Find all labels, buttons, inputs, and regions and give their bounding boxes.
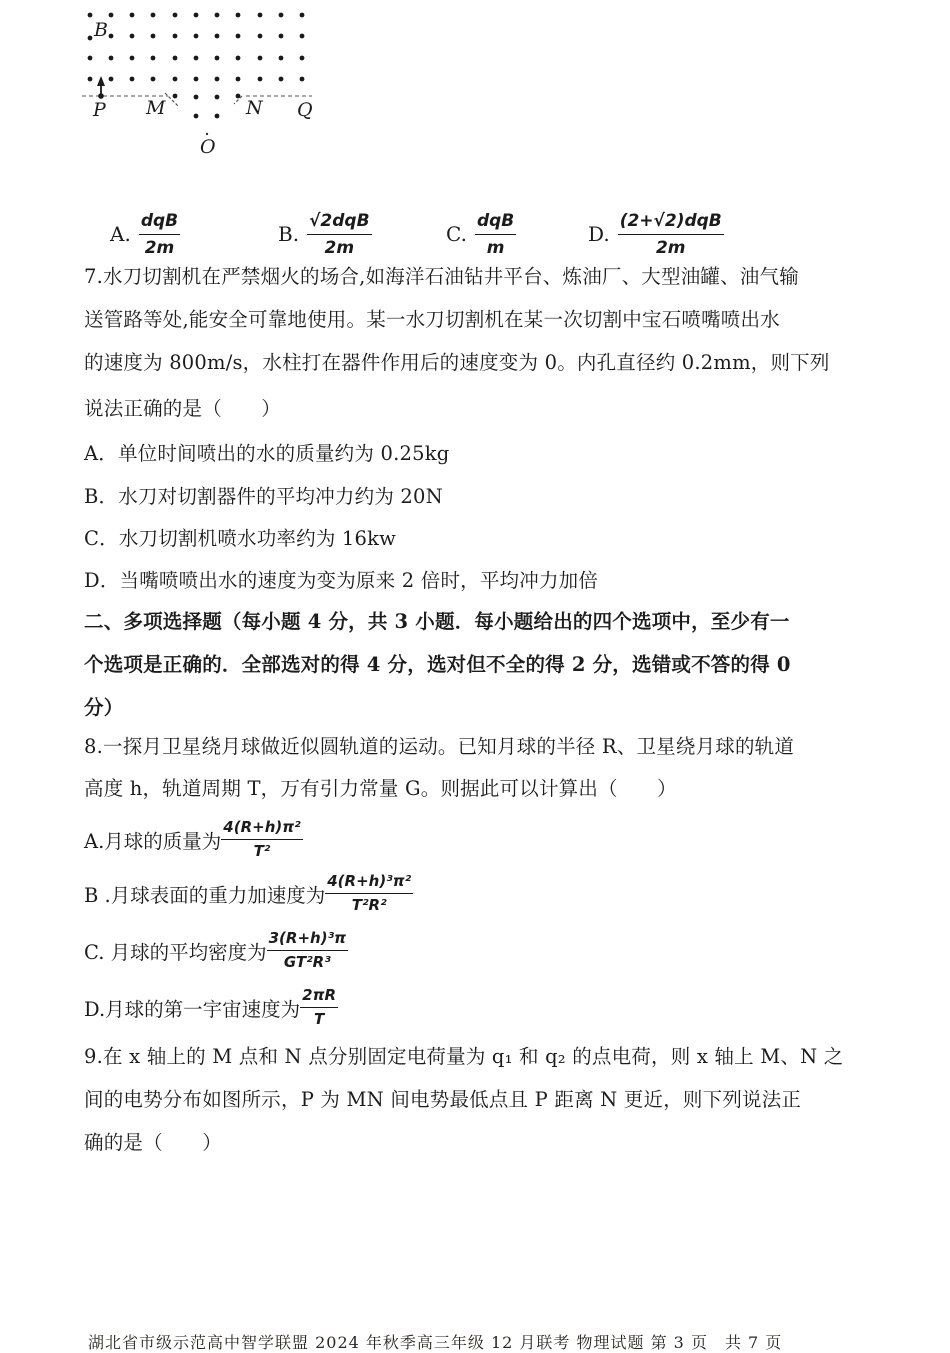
label-n: N [246,97,263,119]
section2-heading-line-2: 个选项是正确的．全部选对的得 4 分，选对但不全的得 2 分，选错或不答的得 0 [84,653,791,676]
q8-option-a: A.月球的质量为 $\frac{\text{4(R+h)π²}}{\text{T²}}$ [84,818,301,860]
label-b: B [94,19,108,41]
q6-choice-a: A. $\frac{\text{dqB}}{2m}$ [110,210,179,258]
q9-stem-line-1: 9.在 x 轴上的 M 点和 N 点分别固定电荷量为 q₁ 和 q₂ 的点电荷，则 x 轴上 M、N 之 [84,1045,844,1068]
velocity-arrow-icon [97,76,105,86]
q6-choice-b: B. $\frac{\text{√2dqB}}{2m}$ [278,210,370,258]
page-footer: 湖北省市级示范高中智学联盟 2024 年秋季高三年级 12 月联考 物理试题 第 3 页 共 7 页 [88,1333,783,1352]
section2-heading-line-1: 二、多项选择题（每小题 4 分，共 3 小题．每小题给出的四个选项中，至少有一 [84,610,790,633]
label-o: O [200,136,216,158]
q8-option-c: C. 月球的平均密度为 $\frac{\text{3(R+h)³π}}{\text{GT²R³}}$ [84,929,347,971]
q7-stem-line-4: 说法正确的是（ ） [84,397,282,420]
q8-option-b: B .月球表面的重力加速度为 $\frac{\text{4(R+h)³π²}}{\text{T²R²}}$ [84,872,412,914]
q7-option-c: C．水刀切割机喷水功率约为 16kw [84,527,397,550]
label-m: M [146,97,166,119]
field-dots-row-4 [88,77,305,82]
magnetic-field-figure [80,0,340,165]
q8-option-d: D.月球的第一宇宙速度为 $\frac{2\pi R}{T}$ [84,986,336,1028]
field-dots-lower [173,94,241,119]
center-point-o [206,133,208,135]
q7-stem-line-2: 送管路等处,能安全可靠地使用。某一水刀切割机在某一次切割中宝石喷嘴喷出水 [84,308,780,331]
q7-option-a: A．单位时间喷出的水的质量约为 0.25kg [84,442,450,465]
q8-stem-line-1: 8.一探月卫星绕月球做近似圆轨道的运动。已知月球的半径 R、卫星绕月球的轨道 [84,735,795,758]
section2-heading-line-3: 分） [84,696,124,719]
label-p: P [93,99,106,121]
q6-choice-c: C. $\frac{\text{dqB}}{m}$ [446,210,515,258]
q9-stem-line-2: 间的电势分布如图所示，P 为 MN 间电势最低点且 P 距离 N 更近，则下列说法正 [84,1088,802,1111]
field-dots-row-2 [88,34,305,41]
field-dots-row-3 [88,56,305,61]
label-q: Q [297,99,313,121]
field-dots-row-1 [88,13,305,18]
q9-stem-line-3: 确的是（ ） [84,1131,222,1154]
q7-option-b: B．水刀对切割器件的平均冲力约为 20N [84,485,443,508]
q7-stem-line-1: 7.水刀切割机在严禁烟火的场合,如海洋石油钻井平台、炼油厂、大型油罐、油气输 [84,265,799,288]
q6-choice-d: D. $\frac{\text{(2+√2)dqB}}{2m}$ [588,210,722,258]
q7-option-d: D．当嘴喷喷出水的速度为变为原来 2 倍时，平均冲力加倍 [84,569,599,592]
q7-stem-line-3: 的速度为 800m/s，水柱打在器件作用后的速度变为 0。内孔直径约 0.2mm，则下列 [84,351,830,374]
q6-choices [110,203,750,265]
q8-stem-line-2: 高度 h，轨道周期 T，万有引力常量 G。则据此可以计算出（ ） [84,777,677,800]
dot-grid-diagram [80,0,340,165]
